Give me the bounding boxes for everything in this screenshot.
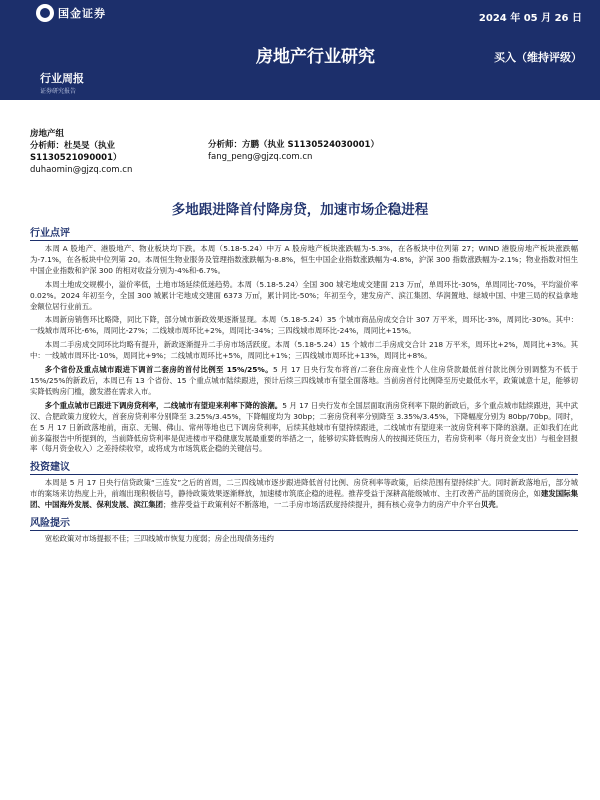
recommended-platform: 贝壳	[480, 500, 496, 510]
advice-text-c: 。	[495, 500, 504, 510]
section-title-risk: 风险提示	[30, 514, 578, 531]
report-header	[0, 0, 600, 100]
logo-text: 国金证券	[58, 7, 106, 20]
paragraph-investment-advice	[30, 478, 578, 511]
paragraph-mortgage-rate-text: 5 月 17 日央行发布全国层面取消房贷利率下限的新政后，多个重点城市陆续跟进，其中武汉、合肥政策力度较大，首套房贷利率分别降至 3.25%/3.45%，下降幅度均为 30bp；二套房贷利率分别降至 3.35%/3.45%，下降幅度分别为 80bp/70bp。同时，在 5 月 17 日新政落地前，南京、无锡、佛山、常州等地也已下调房贷利率，后续其他城市有望持续跟进，二线城市有望迎来一波房贷利率下降的浪潮。正如我们在此前多篇报告中所提到的，当前降低房贷利率是促进楼市平稳健康发展最重要的举措之一，能够切实降低购房人的按揭还贷压力，若房贷利率（每月资金支出）与租金回报率（每月资金收入）之差持续收窄，或将成为市场筑底企稳的关键信号。	[30, 400, 578, 454]
paragraph-mortgage-rate	[30, 401, 578, 456]
logo-mark-icon	[36, 4, 54, 22]
paragraph-market-performance: 本周 A 股地产、港股地产、物业板块均下跌。本周（5.18-5.24）中万 A 股房地产板块涨跌幅为-5.3%，在各板块中位列第 27；WIND 港股房地产板块涨跌幅为-7.1%，在各板块中位列第 20。本周恒生物业服务及管理指数涨跌幅为-8.8%，恒生中国企业指数涨跌幅为-4.8%，沪深 300 指数涨跌幅为-2.1%；物业指数对恒生中国企业指数和沪深 300 的相对收益分别为-4%和-6.7%。	[30, 244, 578, 275]
company-logo	[36, 4, 106, 22]
report-header-title: 房地产行业研究	[256, 47, 375, 67]
report-subtype: 证券研究报告	[40, 88, 77, 95]
analyst-left-license: S1130521090001）	[30, 153, 122, 163]
recommended-developers: 建发国际集团、中国海外发展、保利发展、滨江集团	[30, 489, 578, 510]
paragraph-down-payment-policy	[30, 365, 578, 398]
advice-text-b: ；推荐受益于政策利好不断落地，一二手房市场活跃度持续提升，拥有核心竞争力的房产中介平台	[163, 500, 481, 510]
paragraph-new-home-sales: 本周新房销售环比略降，同比下降，部分城市新政效果逐渐显现。本周（5.18-5.24）35 个城市商品房成交合计 307 万平米，周环比-3%，周同比-30%。其中：一线城市周环比-6%，周同比-27%；二线城市周环比+2%，周同比-34%；三四线城市周环比-24%，周同比+15%。	[30, 315, 578, 336]
report-body	[30, 224, 578, 548]
analyst-group: 房地产组	[30, 129, 65, 139]
analyst-left-name: 分析师：杜昊旻（执业	[30, 141, 116, 151]
advice-text-a: 本周是 5 月 17 日央行信贷政策“三连发”之后的首周，二三四线城市逐步跟进降低首付比例、房贷利率等政策，后续范围有望持续扩大。同时新政落地后，部分城市的案场来访热度上升，前端出现积极信号，静待政策效果逐渐释放，加速楼市筑底企稳的进程。推荐受益于深耕高能级城市、主打改善产品的国资房企，如	[30, 478, 578, 499]
analyst-left-email[interactable]: duhaomin@gjzq.com.cn	[30, 165, 133, 175]
rating-badge: 买入（维持评级）	[494, 51, 582, 64]
analyst-left	[30, 128, 200, 176]
analyst-right-name: 分析师：方鹏（执业 S1130524030001）	[208, 140, 379, 150]
section-title-industry-review: 行业点评	[30, 224, 578, 241]
analyst-right-email[interactable]: fang_peng@gjzq.com.cn	[208, 152, 313, 162]
paragraph-land-market: 本周土地成交规模小，溢价率低，土地市场延续低迷趋势。本周（5.18-5.24）全国 300 城宅地成交建面 213 万㎡，单周环比-30%，单周同比-70%，平均溢价率 0.02%。2024 年初至今，全国 300 城累计宅地成交建面 6373 万㎡，累计同比-50%；年初至今，建发房产、滨江集团、华润置地、绿城中国、中建三局的权益拿地金额位居行业前五。	[30, 279, 578, 311]
paragraph-second-hand-sales: 本周二手房成交同环比均略有提升，新政逐渐提升二手房市场活跃度。本周（5.18-5.24）15 个城市二手房成交合计 218 万平米，周环比+2%，周同比+3%。其中：一线城市周环比-10%，周同比+9%；二线城市周环比+5%，周同比+1%；三四线城市周环比+13%，周同比+8%。	[30, 340, 578, 361]
analyst-right	[208, 139, 468, 163]
report-date: 2024 年 05 月 26 日	[478, 13, 582, 24]
report-type: 行业周报	[40, 72, 84, 85]
bold-lead-mortgage-rate: 多个重点城市已跟进下调房贷利率，二线城市有望迎来利率下降的浪潮。	[44, 400, 283, 410]
bold-lead-down-payment: 多个省份及重点城市跟进下调首二套房的首付比例至 15%/25%。	[44, 365, 274, 375]
paragraph-down-payment-text: 5 月 17 日央行发布将首/二套住房商业性个人住房贷款最低首付款比例分别调整为不低于 15%/25%的新政后，本周已有 13 个省份、15 个重点城市陆续跟进，预计后续三四线城市有望全面落地。当前房首付比例降至历史最低水平，政策诚意十足，能够切实降低购房门槛，激发潜在需求入市。	[30, 365, 578, 396]
report-main-title: 多地跟进降首付降房贷，加速市场企稳进程	[171, 202, 429, 218]
paragraph-risk: 宽松政策对市场提振不佳；三四线城市恢复力度弱；房企出现债务违约	[44, 534, 274, 544]
section-title-investment-advice: 投资建议	[30, 458, 578, 475]
